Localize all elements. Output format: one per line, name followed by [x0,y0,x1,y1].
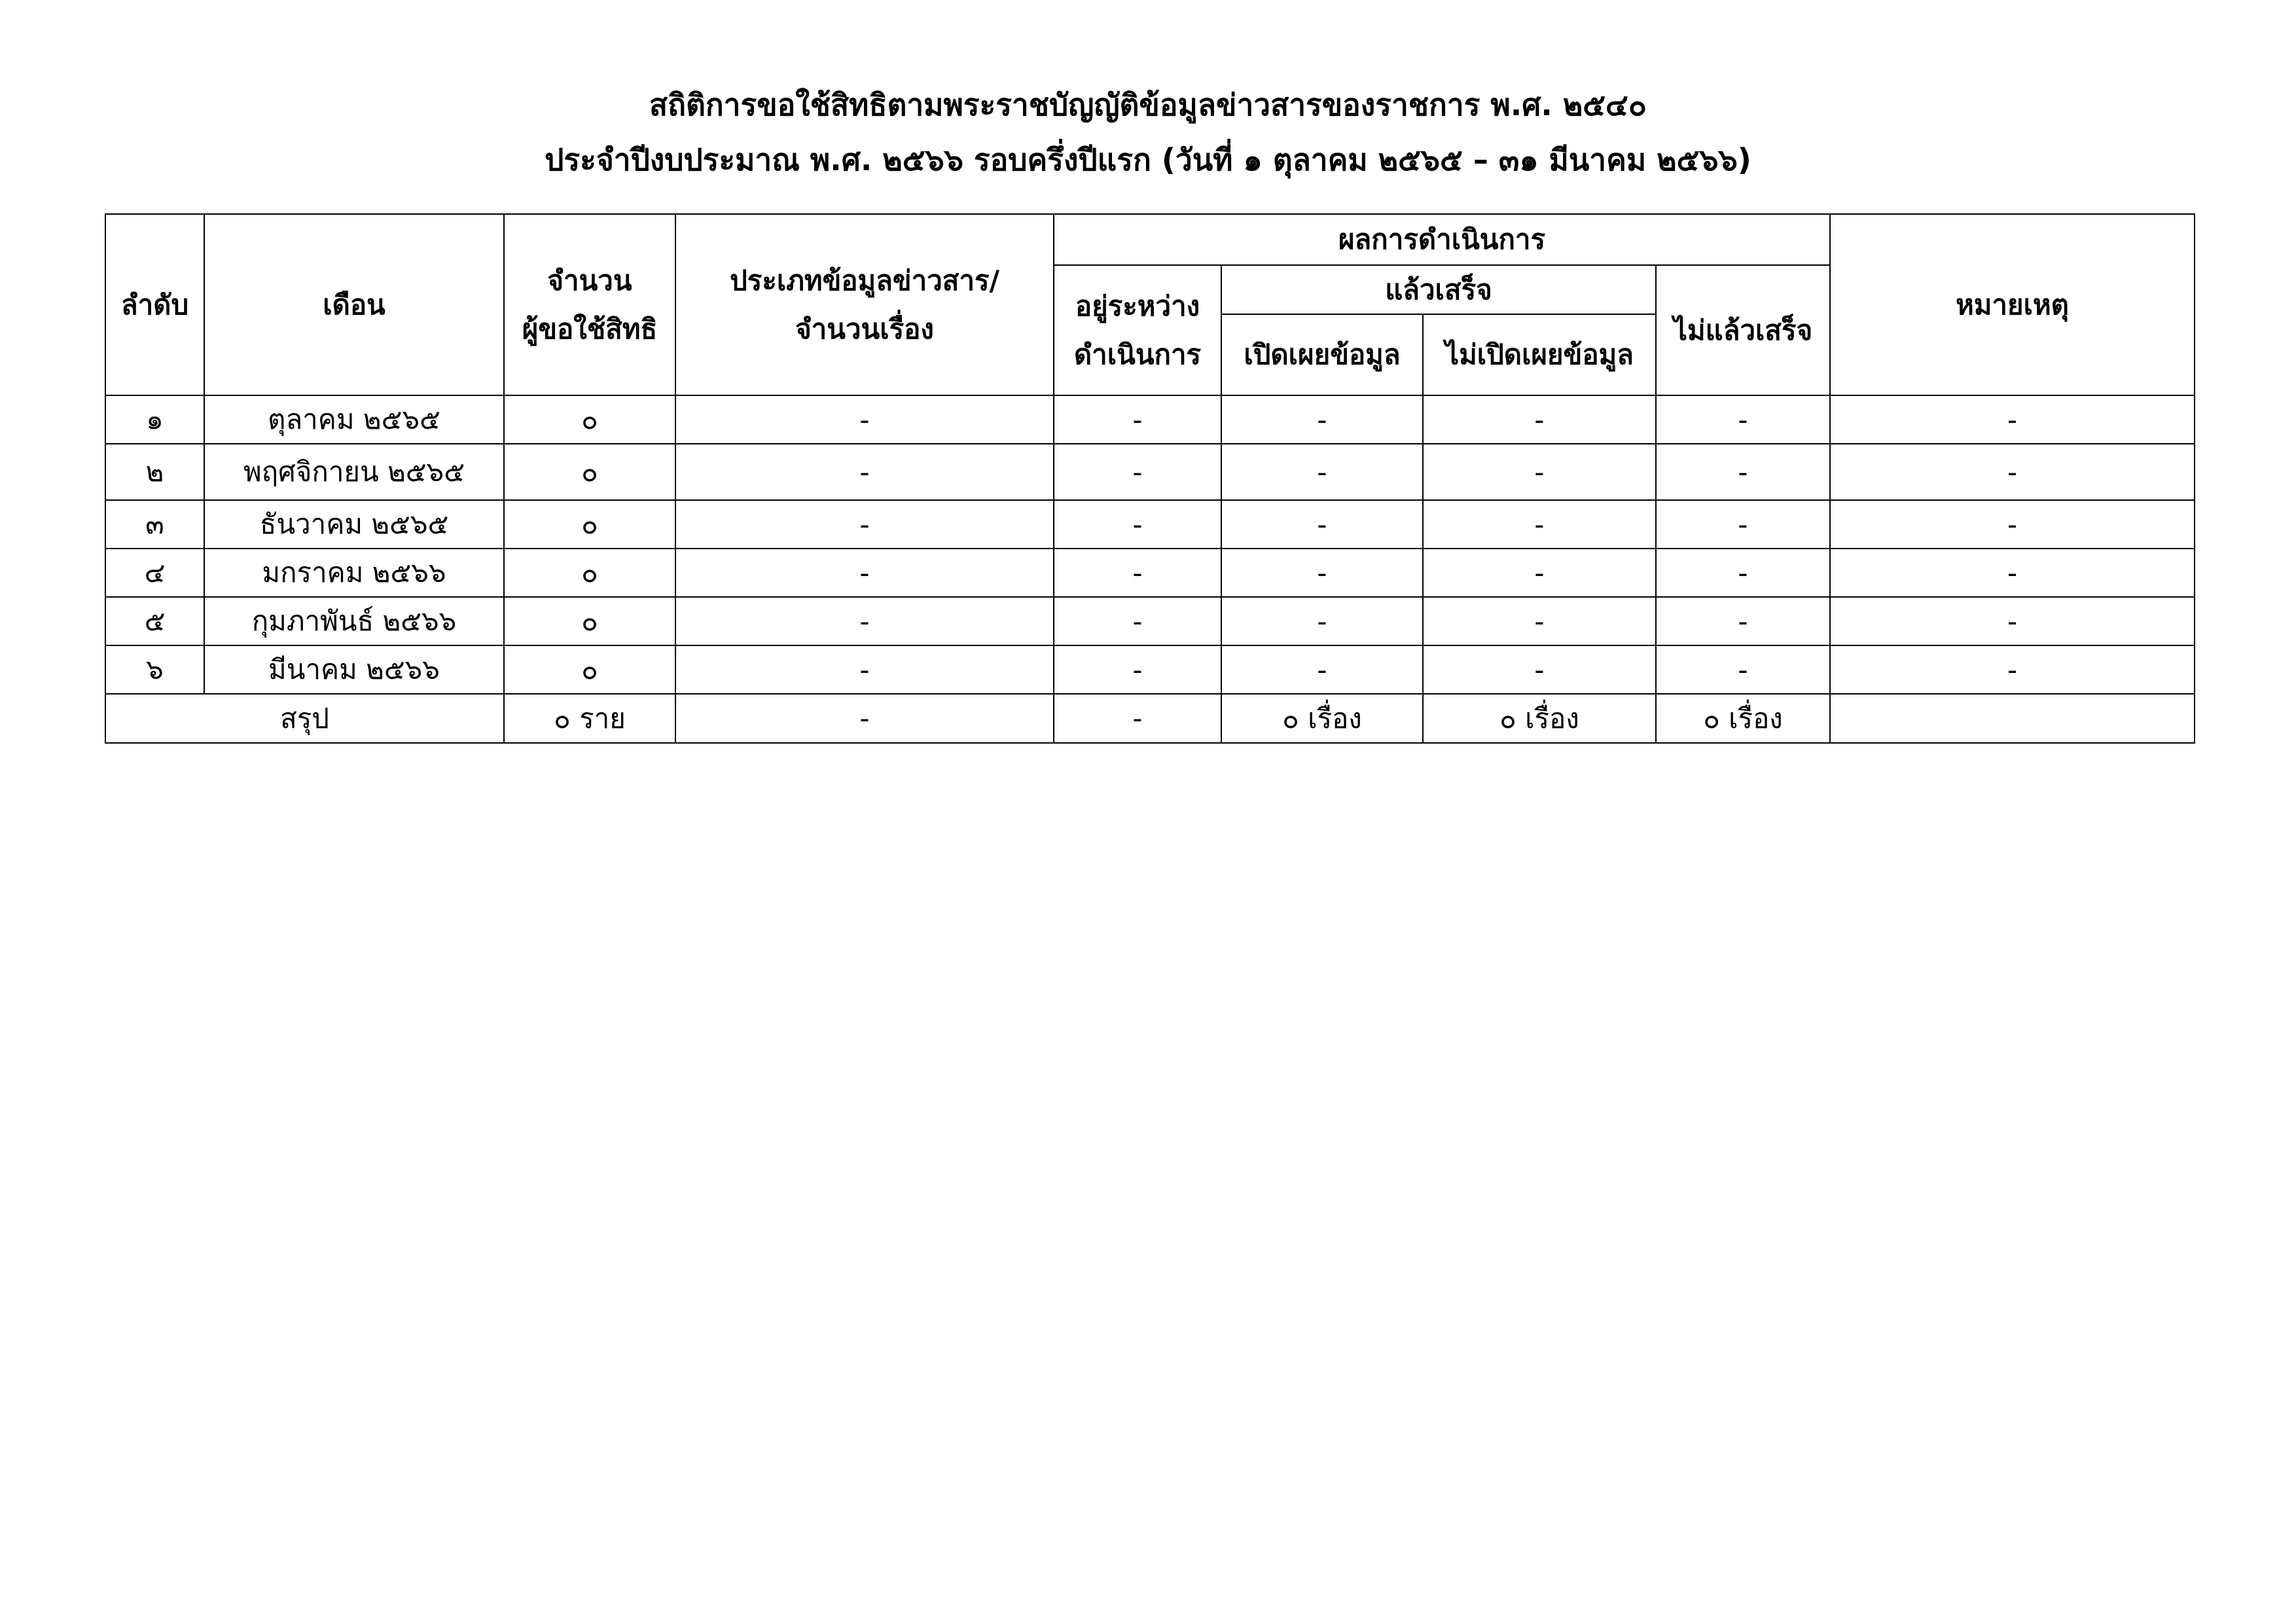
cell-remarks: - [1830,395,2195,444]
header-completed-group: แล้วเสร็จ [1221,265,1656,314]
document-title [0,77,2296,187]
cell-remarks: - [1830,597,2195,645]
summary-requesters: ๐ ราย [504,694,675,743]
cell-disclosed: - [1221,645,1423,694]
header-info-type-line2: จำนวนเรื่อง [795,312,934,345]
cell-order: ๒ [105,444,204,500]
cell-requesters: ๐ [504,444,675,500]
header-info-type-line1: ประเภทข้อมูลข่าวสาร/ [730,264,999,297]
cell-in-progress: - [1054,597,1221,645]
header-in-progress [1054,265,1221,395]
cell-disclosed: - [1221,597,1423,645]
cell-not-completed: - [1656,597,1830,645]
cell-disclosed: - [1221,444,1423,500]
table-row [105,500,2195,549]
summary-not-completed: ๐ เรื่อง [1656,694,1830,743]
cell-not-disclosed: - [1423,597,1656,645]
cell-order: ๑ [105,395,204,444]
cell-remarks: - [1830,444,2195,500]
cell-disclosed: - [1221,500,1423,549]
summary-remarks [1830,694,2195,743]
cell-order: ๖ [105,645,204,694]
cell-remarks: - [1830,500,2195,549]
header-requesters-line2: ผู้ขอใช้สิทธิ [522,312,658,345]
cell-not-completed: - [1656,645,1830,694]
header-in-progress-line1: อยู่ระหว่าง [1075,289,1200,322]
statistics-table [105,213,2195,744]
title-line-2: ประจำปีงบประมาณ พ.ศ. ๒๕๖๖ รอบครึ่งปีแรก (วันที่ ๑ ตุลาคม ๒๕๖๕ – ๓๑ มีนาคม ๒๕๖๖) [545,142,1751,177]
cell-in-progress: - [1054,395,1221,444]
cell-in-progress: - [1054,444,1221,500]
cell-in-progress: - [1054,645,1221,694]
cell-month: ตุลาคม ๒๕๖๕ [204,395,504,444]
cell-disclosed: - [1221,395,1423,444]
header-month: เดือน [204,214,504,395]
cell-month: กุมภาพันธ์ ๒๕๖๖ [204,597,504,645]
table-header [105,214,2195,395]
header-order: ลำดับ [105,214,204,395]
cell-info-type: - [675,500,1054,549]
cell-requesters: ๐ [504,549,675,597]
cell-info-type: - [675,645,1054,694]
cell-not-completed: - [1656,395,1830,444]
cell-requesters: ๐ [504,395,675,444]
cell-not-completed: - [1656,500,1830,549]
cell-info-type: - [675,597,1054,645]
summary-not-disclosed: ๐ เรื่อง [1423,694,1656,743]
cell-order: ๕ [105,597,204,645]
summary-info-type: - [675,694,1054,743]
header-disclosed: เปิดเผยข้อมูล [1221,314,1423,395]
summary-label: สรุป [105,694,504,743]
cell-not-disclosed: - [1423,500,1656,549]
cell-not-disclosed: - [1423,395,1656,444]
summary-disclosed: ๐ เรื่อง [1221,694,1423,743]
cell-disclosed: - [1221,549,1423,597]
cell-not-completed: - [1656,549,1830,597]
header-not-completed: ไม่แล้วเสร็จ [1656,265,1830,395]
header-info-type [675,214,1054,395]
table-row [105,645,2195,694]
cell-info-type: - [675,549,1054,597]
cell-order: ๓ [105,500,204,549]
cell-info-type: - [675,444,1054,500]
cell-requesters: ๐ [504,645,675,694]
cell-in-progress: - [1054,549,1221,597]
table-row [105,444,2195,500]
cell-month: มีนาคม ๒๕๖๖ [204,645,504,694]
cell-remarks: - [1830,549,2195,597]
table-body [105,395,2195,743]
cell-order: ๔ [105,549,204,597]
cell-not-disclosed: - [1423,444,1656,500]
cell-in-progress: - [1054,500,1221,549]
summary-row [105,694,2195,743]
cell-requesters: ๐ [504,500,675,549]
header-remarks: หมายเหตุ [1830,214,2195,395]
header-result-group: ผลการดำเนินการ [1054,214,1830,265]
header-in-progress-line2: ดำเนินการ [1073,338,1202,370]
table-row [105,549,2195,597]
summary-in-progress: - [1054,694,1221,743]
header-requesters-line1: จำนวน [547,264,632,297]
title-line-1: สถิติการขอใช้สิทธิตามพระราชบัญญัติข้อมูลข่าวสารของราชการ พ.ศ. ๒๕๔๐ [649,87,1647,122]
cell-info-type: - [675,395,1054,444]
cell-requesters: ๐ [504,597,675,645]
header-not-disclosed: ไม่เปิดเผยข้อมูล [1423,314,1656,395]
table-row [105,597,2195,645]
cell-remarks: - [1830,645,2195,694]
cell-month: มกราคม ๒๕๖๖ [204,549,504,597]
cell-not-completed: - [1656,444,1830,500]
cell-month: ธันวาคม ๒๕๖๕ [204,500,504,549]
cell-month: พฤศจิกายน ๒๕๖๕ [204,444,504,500]
header-requesters [504,214,675,395]
cell-not-disclosed: - [1423,549,1656,597]
cell-not-disclosed: - [1423,645,1656,694]
table-row [105,395,2195,444]
